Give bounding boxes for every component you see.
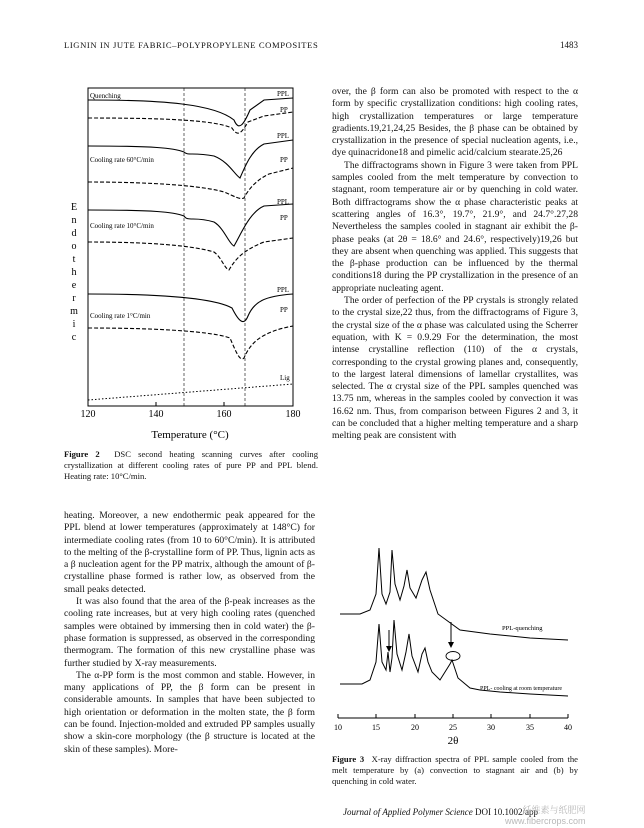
x-ticks-fig3 bbox=[334, 714, 572, 732]
panel-label-60: Cooling rate 60°C/min bbox=[90, 156, 154, 164]
x-tick-140: 140 bbox=[148, 409, 164, 420]
label-ppl-room-temperature: PPL- cooling at room temperature bbox=[480, 686, 562, 692]
label-ppl-quenching: PPL-quenching bbox=[502, 625, 543, 632]
y-label-10: c bbox=[71, 332, 77, 343]
curve-pp-1 bbox=[88, 326, 293, 359]
y-label-8: m bbox=[70, 306, 78, 317]
x-tick-180: 180 bbox=[285, 409, 301, 420]
figure-3-caption-text: X-ray diffraction spectra of PPL sample cooled from the melt temperature by (a) convection to stagnant air and (b) by quenching in cold water. bbox=[332, 754, 578, 786]
y-label-5: h bbox=[71, 267, 77, 278]
x-tick-120: 120 bbox=[80, 409, 96, 420]
left-paragraph-3: The α-PP form is the most common and stable. However, in many applications of PP, the β form can be present in considerable amounts. In samples that have been subjected to high orientation or deformation in the molten state, the β form can be found. Injection-molded and extruded PP samples usually show a skin-core morphology (the β structure is located at the skin of these samples). More- bbox=[64, 669, 315, 755]
x-tick-30: 30 bbox=[487, 723, 495, 732]
x-tick-35: 35 bbox=[526, 723, 534, 732]
figure-2-caption bbox=[64, 449, 318, 481]
x-axis-title-2theta: 2θ bbox=[447, 735, 459, 746]
left-paragraph-2: It was also found that the area of the β-peak increases as the cooling rate increases, but at very high cooling rates (quenched samples were obtained by immersing then in cold water) the β-phase formation is suppressed, as observed in the corresponding thermogram. The formation of this new crystalline phase was further studied by X-ray measurements. bbox=[64, 596, 315, 669]
right-paragraph-1: over, the β form can also be promoted with respect to the α form by specific crystallization conditions: high cooling rates, high crystallization temperatures or large temperature gradients.19,21,24,25 Besides, the β phase can be obtained by crystallization in the presence of special nucleation agents, i.e., dye quinacridone18 and pimelic acid/calcium stearate.25,26 bbox=[332, 86, 578, 159]
y-label-6: e bbox=[71, 280, 77, 291]
figure-3-caption-label: Figure 3 bbox=[332, 754, 365, 764]
figure-2-caption-text: DSC second heating scanning curves after cooling crystallization at different cooling rates of pure PP and PPL blend. Heating rate: 10°C/min. bbox=[64, 449, 319, 481]
label-ppl-3: PPL bbox=[277, 198, 290, 206]
label-pp-3: PP bbox=[280, 214, 288, 222]
x-ticks bbox=[81, 402, 301, 420]
panel-label-1: Cooling rate 1°C/min bbox=[90, 312, 151, 320]
x-tick-10: 10 bbox=[334, 723, 342, 732]
figure-3-caption bbox=[332, 754, 578, 786]
curve-pp-quenching bbox=[88, 112, 293, 133]
watermark-line-2: www.fibercrops.com bbox=[505, 816, 586, 826]
y-label-3: o bbox=[71, 241, 77, 252]
y-label-1: n bbox=[71, 215, 77, 226]
running-title: LIGNIN IN JUTE FABRIC–POLYPROPYLENE COMPOSITES bbox=[64, 40, 319, 50]
y-label-4: t bbox=[72, 254, 76, 265]
y-label-7: r bbox=[72, 293, 76, 304]
y-label-0: E bbox=[70, 202, 78, 213]
figure-3-xrd-chart bbox=[330, 534, 580, 746]
x-tick-15: 15 bbox=[372, 723, 380, 732]
figure-2-caption-label: Figure 2 bbox=[64, 449, 100, 459]
label-ppl-4: PPL bbox=[277, 286, 290, 294]
doi: DOI 10.1002/app bbox=[475, 807, 539, 817]
x-tick-20: 20 bbox=[411, 723, 419, 732]
page-number: 1483 bbox=[560, 40, 578, 50]
figure-2-dsc-chart bbox=[64, 82, 324, 444]
label-ppl-2: PPL bbox=[277, 132, 290, 140]
watermark-line-1: 纤维素与纸肥网 bbox=[522, 805, 586, 815]
y-axis-label bbox=[70, 202, 78, 343]
label-lig: Lig bbox=[280, 374, 290, 382]
curve-ppl-quenching bbox=[88, 98, 293, 126]
left-column-text bbox=[64, 510, 315, 756]
panel-label-quenching: Quenching bbox=[90, 92, 121, 100]
curve-pp-10 bbox=[88, 238, 293, 270]
curve-lig bbox=[88, 384, 293, 400]
x-axis-title: Temperature (°C) bbox=[151, 429, 229, 441]
right-paragraph-2: The diffractograms shown in Figure 3 were taken from PPL samples cooled from the melt temperature by convection to stagnant, room temperature air or by quenching in cold water. Both diffractograms show the α phase characteristic peaks at scattering angles of 16.3°, 19.7°, 21.9°, and 24.7°.27,28 Nevertheless the samples cooled in stagnant air exhibit the β-phase peaks (at 2θ = 18.6° and 24.6°, respectively)19,26 but they are absent when quenching was applied. This suggests that the β-phase production can be influenced by the thermal conditions18 during the PP crystallization in the presence of an appropriate nucleating agent. bbox=[332, 159, 578, 294]
x-tick-160: 160 bbox=[216, 409, 232, 420]
y-label-2: d bbox=[71, 228, 77, 239]
y-label-9: i bbox=[72, 319, 76, 330]
x-tick-25: 25 bbox=[449, 723, 457, 732]
site-watermark bbox=[505, 805, 586, 827]
right-column-text bbox=[332, 86, 578, 443]
x-tick-40: 40 bbox=[564, 723, 572, 732]
curve-pp-60 bbox=[88, 168, 293, 199]
label-ppl-1: PPL bbox=[277, 90, 290, 98]
journal-name: Journal of Applied Polymer Science bbox=[343, 807, 473, 817]
label-pp-2: PP bbox=[280, 156, 288, 164]
label-pp-1: PP bbox=[280, 106, 288, 114]
right-paragraph-3: The order of perfection of the PP crystals is strongly related to the crystal size,22 thus, from the diffractograms of Figure 3, the crystal size of the α phase was calculated using the Scherrer equation, with K = 0.9.29 For the determination, the most intense crystalline reflection (110) of the α crystals, corresponding to the crystal growing planes and, consequently, to the largest lateral dimensions of lamellar crystallites, was selected. The α crystal size of the PPL samples quenched was 13.75 nm, whereas in the samples cooled by convection it was 16.62 nm. Thus, from comparison between Figures 2 and 3, it can be concluded that a higher melting temperature and a sharp melting peak are consistent with bbox=[332, 295, 578, 442]
left-paragraph-1: heating. Moreover, a new endothermic peak appeared for the PPL blend at lower temperatures (approximately at 148°C) for intermediate cooling rates (from 10 to 60°C/min). It is attributed to the melting of the β-crystalline form of PP. Thus, lignin acts as a β nucleation agent for the PP matrix, although the amount of β-crystalline phase formed is rather low, as observed from the small peaks detected. bbox=[64, 510, 315, 595]
panel-label-10: Cooling rate 10°C/min bbox=[90, 222, 154, 230]
label-pp-4: PP bbox=[280, 306, 288, 314]
